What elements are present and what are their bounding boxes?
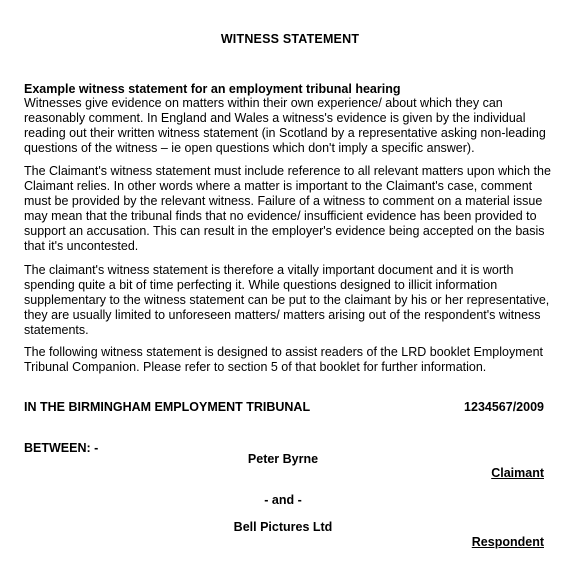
claimant-name: Peter Byrne [247, 452, 319, 466]
document-subheading: Example witness statement for an employment tribunal hearing [24, 82, 401, 96]
claimant-role: Claimant [491, 466, 544, 480]
respondent-role: Respondent [471, 535, 544, 549]
between-label: BETWEEN: - [24, 441, 99, 455]
paragraph: Witnesses give evidence on matters within their own experience/ about which they can reasonably comment. In England and Wales a witness's evidence is given by the individual reading out their written witness statement (in Scotland by a representative asking non-leading questions of the witness – ie open questions which don't imply a specific answer). [24, 96, 546, 155]
case-number: 1234567/2009 [464, 400, 544, 414]
paragraph: The Claimant's witness statement must include reference to all relevant matters upon which the Claimant relies. In other words where a matter is important to the Claimant's case, comment must be provided by the relevant witness. Failure of a witness to comment on a material issue may mean that the tribunal finds that no evidence/ insufficient evidence has been provided to support an accusation. This can result in the employer's evidence being accepted on the basis that it's uncontested. [24, 164, 551, 253]
tribunal-heading: IN THE BIRMINGHAM EMPLOYMENT TRIBUNAL [24, 400, 311, 414]
paragraph: The claimant's witness statement is therefore a vitally important document and it is worth spending quite a bit of time perfecting it. While questions designed to illicit information supplementary to the witness statement can be put to the claimant by his or her representative, they are usually limited to unforeseen matters/ matters arising out of the respondent's witness statements. [24, 263, 550, 337]
document-title: WITNESS STATEMENT [220, 32, 360, 46]
respondent-name: Bell Pictures Ltd [233, 520, 333, 534]
and-separator: - and - [264, 493, 302, 507]
paragraph: The following witness statement is designed to assist readers of the LRD booklet Employment Tribunal Companion. Please refer to section 5 of that booklet for further information. [24, 345, 544, 374]
